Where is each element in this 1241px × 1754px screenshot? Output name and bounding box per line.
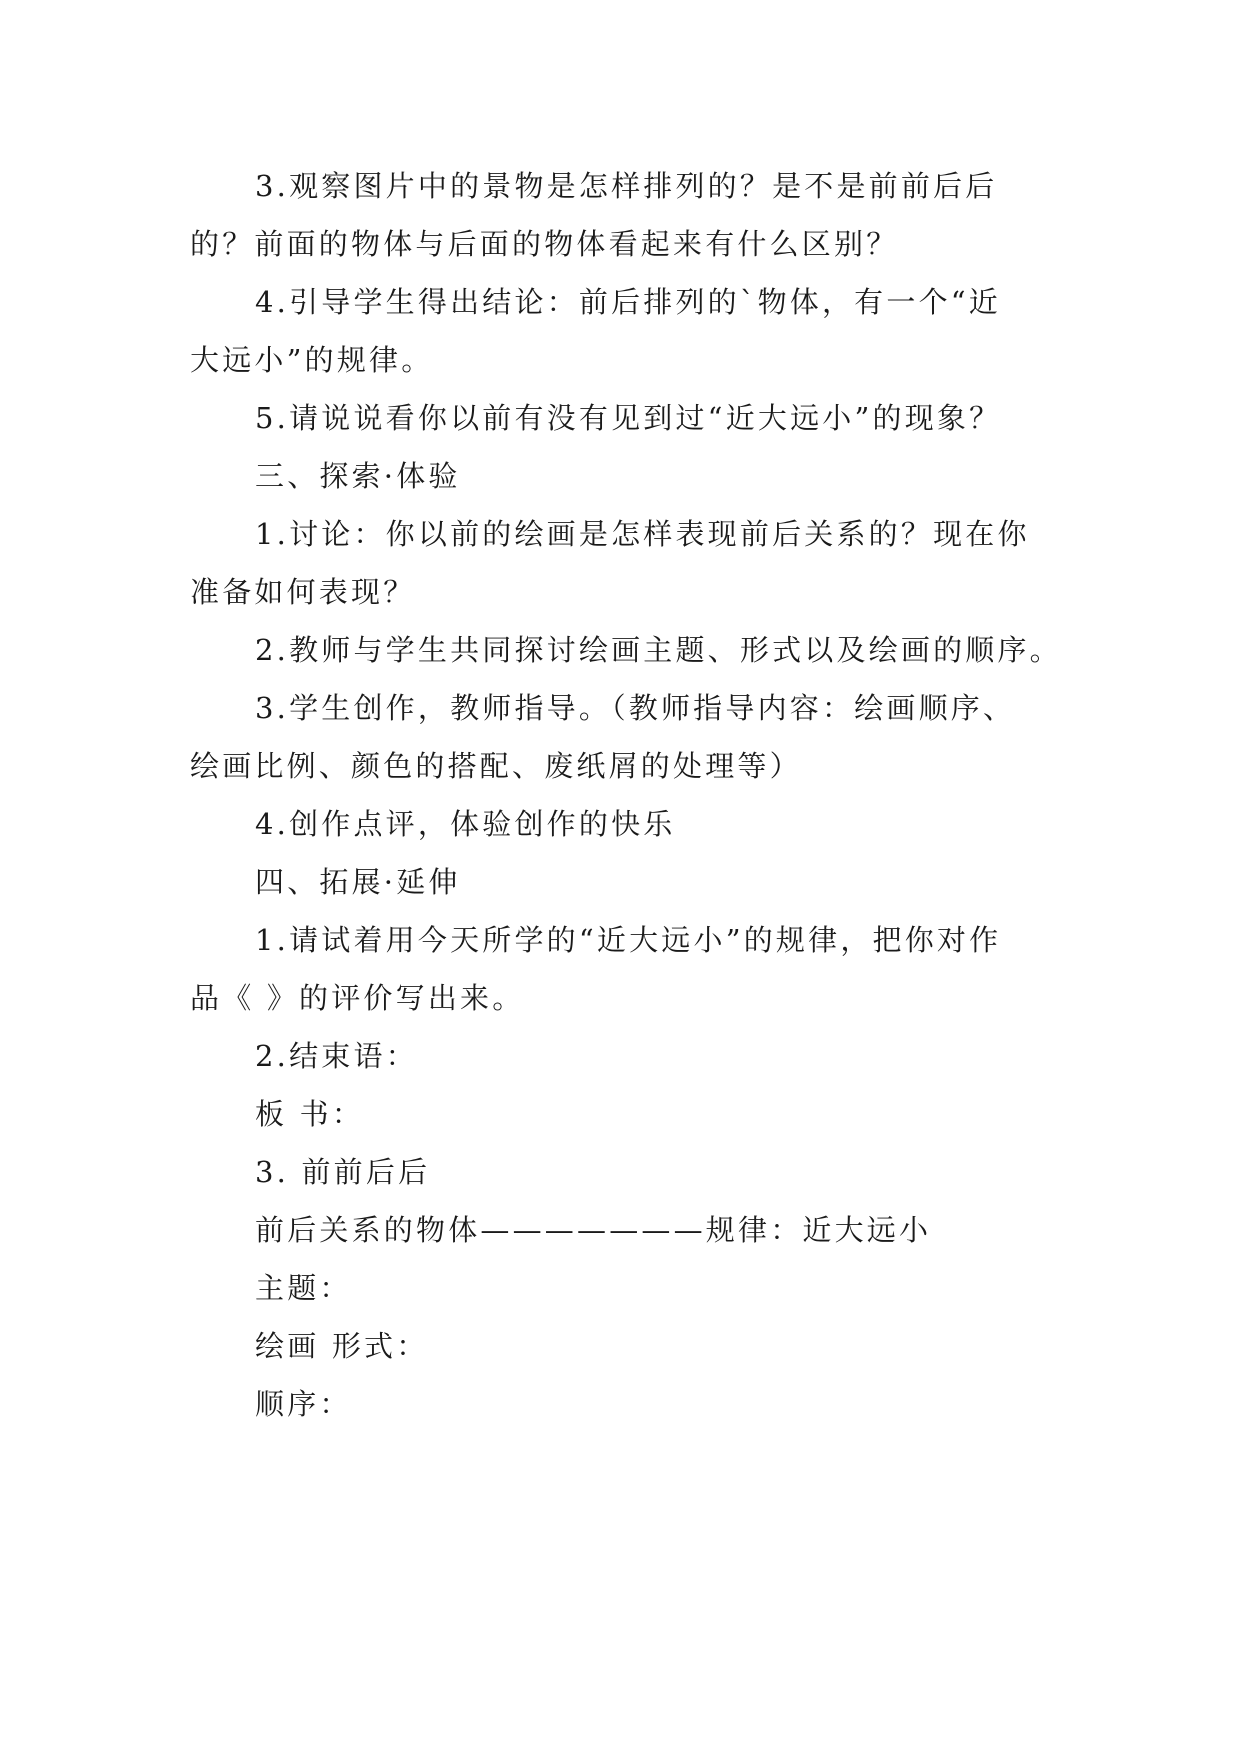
paragraph-line: 4.创作点评，体验创作的快乐 xyxy=(255,807,676,841)
blackboard-line: 主题： xyxy=(255,1271,352,1305)
paragraph-line: 2.结束语： xyxy=(255,1039,418,1073)
blackboard-line: 绘画 形式： xyxy=(255,1329,429,1363)
paragraph-line: 绘画比例、颜色的搭配、废纸屑的处理等） xyxy=(190,749,802,783)
paragraph-line: 4.引导学生得出结论：前后排列的`物体，有一个“近 xyxy=(255,285,1001,319)
paragraph-line: 5.请说说看你以前有没有见到过“近大远小”的现象？ xyxy=(255,401,1002,435)
paragraph-line: 准备如何表现？ xyxy=(190,575,416,609)
paragraph-line: 大远小”的规律。 xyxy=(190,343,434,377)
paragraph-line: 1.讨论：你以前的绘画是怎样表现前后关系的？现在你 xyxy=(255,517,1030,551)
paragraph-line: 3.学生创作，教师指导。（教师指导内容：绘画顺序、 xyxy=(255,691,1016,725)
section-heading: 四、拓展·延伸 xyxy=(255,865,461,899)
paragraph-line: 2.教师与学生共同探讨绘画主题、形式以及绘画的顺序。 xyxy=(255,633,1062,667)
blackboard-line: 3. 前前后后 xyxy=(255,1155,431,1189)
paragraph-line: 品《 》的评价写出来。 xyxy=(190,981,525,1015)
blackboard-line: 顺序： xyxy=(255,1387,352,1421)
paragraph-line: 3.观察图片中的景物是怎样排列的？是不是前前后后 xyxy=(255,169,998,203)
paragraph-line: 1.请试着用今天所学的“近大远小”的规律，把你对作 xyxy=(255,923,1002,957)
blackboard-heading: 板 书： xyxy=(255,1097,365,1131)
blackboard-line: 前后关系的物体———————规律：近大远小 xyxy=(255,1213,932,1247)
section-heading: 三、探索·体验 xyxy=(255,459,461,493)
paragraph-line: 的？前面的物体与后面的物体看起来有什么区别？ xyxy=(190,227,899,261)
